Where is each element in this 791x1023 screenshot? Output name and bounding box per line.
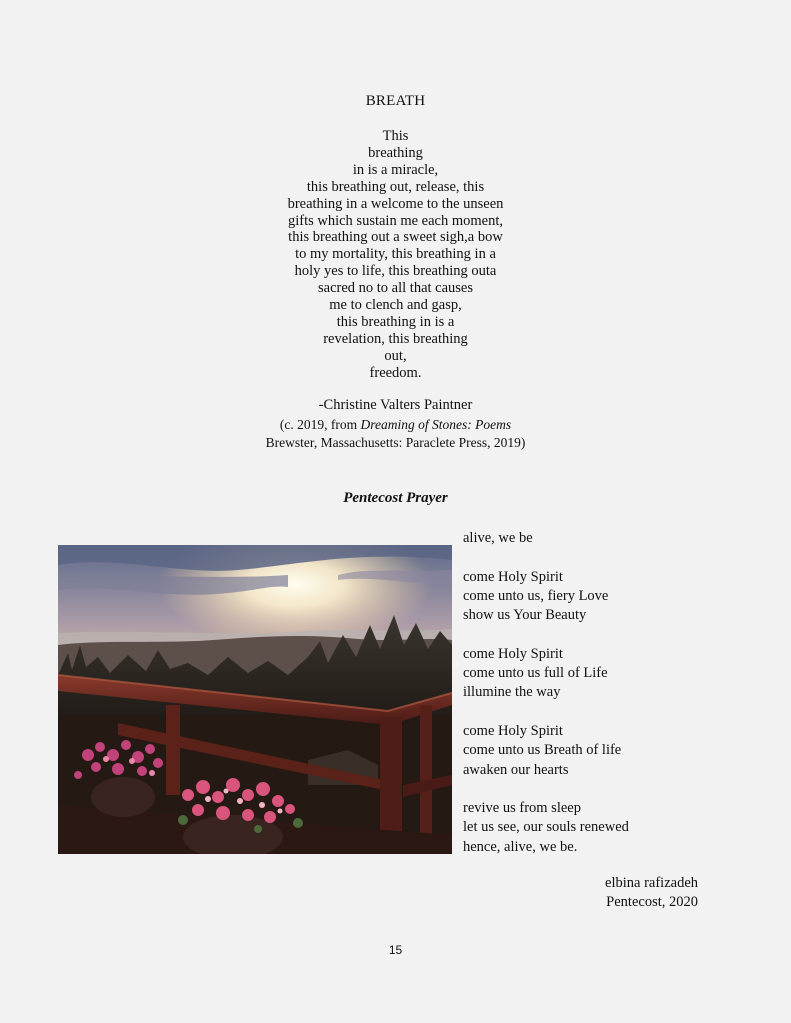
poem-line: revelation, this breathing xyxy=(323,330,468,347)
prayer-date: Pentecost, 2020 xyxy=(606,894,698,910)
poem-line: out, xyxy=(384,347,407,364)
poem-title-pentecost: Pentecost Prayer xyxy=(343,490,448,506)
prayer-line: illumine the way xyxy=(463,684,561,701)
poem-breath xyxy=(0,128,791,382)
sunset-deck-photo xyxy=(58,545,452,854)
poem-title-breath: BREATH xyxy=(365,93,426,109)
prayer-line: come unto us full of Life xyxy=(463,665,608,682)
poem-line: sacred no to all that causes xyxy=(317,280,473,297)
stanza-break xyxy=(463,548,629,567)
prayer-signature xyxy=(605,874,698,912)
poem-line: breathing xyxy=(368,144,423,161)
prayer-line: revive us from sleep xyxy=(463,800,581,817)
prayer-line: hence, alive, we be. xyxy=(463,838,578,855)
prayer-line: alive, we be xyxy=(463,530,533,546)
poem-line: breathing in a welcome to the unseen xyxy=(287,195,504,212)
poem-author: -Christine Valters Paintner xyxy=(318,397,473,413)
poem-line: freedom. xyxy=(369,364,422,381)
stanza-break xyxy=(463,703,629,722)
prayer-line: come Holy Spirit xyxy=(463,722,563,739)
stanza-break xyxy=(463,625,629,644)
prayer-line: let us see, our souls renewed xyxy=(463,819,629,836)
poem-line: this breathing out a sweet sigh,a bow xyxy=(288,229,503,246)
poem-pentecost-prayer xyxy=(463,529,629,857)
poem-line: me to clench and gasp, xyxy=(329,297,462,314)
poem-line: to my mortality, this breathing in a xyxy=(295,246,496,263)
prayer-line: awaken our hearts xyxy=(463,761,569,778)
poem-line: this breathing in is a xyxy=(336,313,455,330)
poem-line: in is a miracle, xyxy=(352,161,439,178)
prayer-line: come Holy Spirit xyxy=(463,645,563,662)
poem-source xyxy=(0,416,791,434)
stanza-break xyxy=(463,780,629,799)
poem-line: gifts which sustain me each moment, xyxy=(287,212,504,229)
poem-line: This xyxy=(382,128,409,144)
poem-publisher: Brewster, Massachusetts: Paraclete Press, 2019) xyxy=(265,435,526,450)
prayer-line: come unto us, fiery Love xyxy=(463,587,609,604)
poem-line: holy yes to life, this breathing outa xyxy=(294,263,497,280)
prayer-line: come unto us Breath of life xyxy=(463,742,622,759)
prayer-line: come Holy Spirit xyxy=(463,568,563,585)
prayer-line: show us Your Beauty xyxy=(463,607,587,624)
source-book-title: Dreaming of Stones: Poems xyxy=(360,417,512,432)
prayer-author: elbina rafizadeh xyxy=(605,875,698,891)
source-prefix: (c. 2019, from xyxy=(279,417,361,432)
poem-attribution xyxy=(0,396,791,452)
poem-line: this breathing out, release, this xyxy=(306,178,485,195)
page-number: 15 xyxy=(388,943,403,957)
